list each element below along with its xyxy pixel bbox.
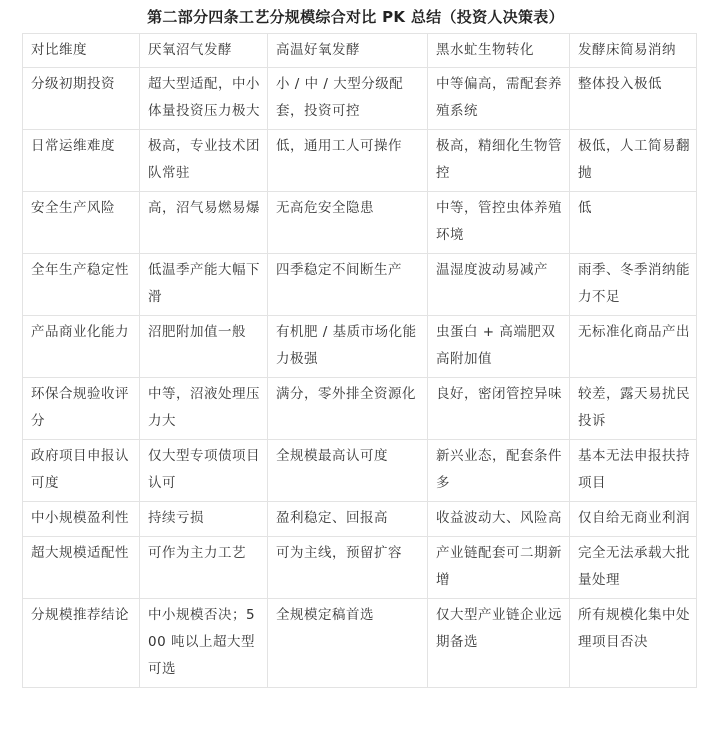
table-cell: 无标准化商品产出: [570, 316, 697, 378]
table-row: [23, 440, 697, 502]
table-cell: 可为主线，预留扩容: [268, 537, 428, 599]
table-row: [23, 599, 697, 688]
table-row: [23, 316, 697, 378]
table-cell: 基本无法申报扶持项目: [570, 440, 697, 502]
table-cell: 虫蛋白 + 高端肥双高附加值: [428, 316, 570, 378]
table-cell: 极高，精细化生物管控: [428, 130, 570, 192]
header-black-soldier-fly: 黑水虻生物转化: [428, 34, 570, 68]
table-cell: 高，沼气易燃易爆: [140, 192, 268, 254]
row-label: 政府项目申报认可度: [23, 440, 140, 502]
table-row: [23, 537, 697, 599]
table-cell: 中小规模否决；500 吨以上超大型可选: [140, 599, 268, 688]
table-cell: 产业链配套可二期新增: [428, 537, 570, 599]
page-title: 第二部分四条工艺分规模综合对比 PK 总结（投资人决策表）: [147, 8, 564, 26]
table-row: [23, 502, 697, 537]
row-label: 安全生产风险: [23, 192, 140, 254]
row-label: 全年生产稳定性: [23, 254, 140, 316]
table-cell: 温湿度波动易减产: [428, 254, 570, 316]
table-cell: 无高危安全隐患: [268, 192, 428, 254]
table-cell: 完全无法承载大批量处理: [570, 537, 697, 599]
header-dimension: 对比维度: [23, 34, 140, 68]
comparison-table: [22, 33, 697, 688]
table-cell: 中等，管控虫体养殖环境: [428, 192, 570, 254]
header-aerobic-composting: 高温好氧发酵: [268, 34, 428, 68]
row-label: 产品商业化能力: [23, 316, 140, 378]
table-cell: 极低，人工简易翻抛: [570, 130, 697, 192]
table-row: [23, 130, 697, 192]
table-cell: 小 / 中 / 大型分级配套，投资可控: [268, 68, 428, 130]
table-cell: 整体投入极低: [570, 68, 697, 130]
table-row: [23, 254, 697, 316]
row-label: 分规模推荐结论: [23, 599, 140, 688]
table-row: [23, 68, 697, 130]
table-cell: 四季稳定不间断生产: [268, 254, 428, 316]
row-label: 超大规模适配性: [23, 537, 140, 599]
header-fermentation-bed: 发酵床简易消纳: [570, 34, 697, 68]
row-label: 日常运维难度: [23, 130, 140, 192]
table-row: [23, 378, 697, 440]
table-row: [23, 192, 697, 254]
table-cell: 超大型适配，中小体量投资压力极大: [140, 68, 268, 130]
table-cell: 良好，密闭管控异味: [428, 378, 570, 440]
table-cell: 中等，沼液处理压力大: [140, 378, 268, 440]
table-cell: 收益波动大、风险高: [428, 502, 570, 537]
table-cell: 满分，零外排全资源化: [268, 378, 428, 440]
table-cell: 极高，专业技术团队常驻: [140, 130, 268, 192]
table-cell: 有机肥 / 基质市场化能力极强: [268, 316, 428, 378]
table-header-row: [23, 34, 697, 68]
table-cell: 持续亏损: [140, 502, 268, 537]
table-cell: 仅大型产业链企业远期备选: [428, 599, 570, 688]
table-cell: 可作为主力工艺: [140, 537, 268, 599]
table-cell: 低，通用工人可操作: [268, 130, 428, 192]
table-cell: 低温季产能大幅下滑: [140, 254, 268, 316]
row-label: 环保合规验收评分: [23, 378, 140, 440]
table-cell: 较差，露天易扰民投诉: [570, 378, 697, 440]
row-label: 分级初期投资: [23, 68, 140, 130]
table-cell: 所有规模化集中处理项目否决: [570, 599, 697, 688]
table-cell: 新兴业态，配套条件多: [428, 440, 570, 502]
table-cell: 盈利稳定、回报高: [268, 502, 428, 537]
table-cell: 全规模定稿首选: [268, 599, 428, 688]
header-anaerobic-biogas: 厌氧沼气发酵: [140, 34, 268, 68]
row-label: 中小规模盈利性: [23, 502, 140, 537]
table-cell: 中等偏高，需配套养殖系统: [428, 68, 570, 130]
table-cell: 雨季、冬季消纳能力不足: [570, 254, 697, 316]
table-cell: 仅大型专项债项目认可: [140, 440, 268, 502]
table-cell: 全规模最高认可度: [268, 440, 428, 502]
table-cell: 低: [570, 192, 697, 254]
table-cell: 仅自给无商业利润: [570, 502, 697, 537]
table-cell: 沼肥附加值一般: [140, 316, 268, 378]
